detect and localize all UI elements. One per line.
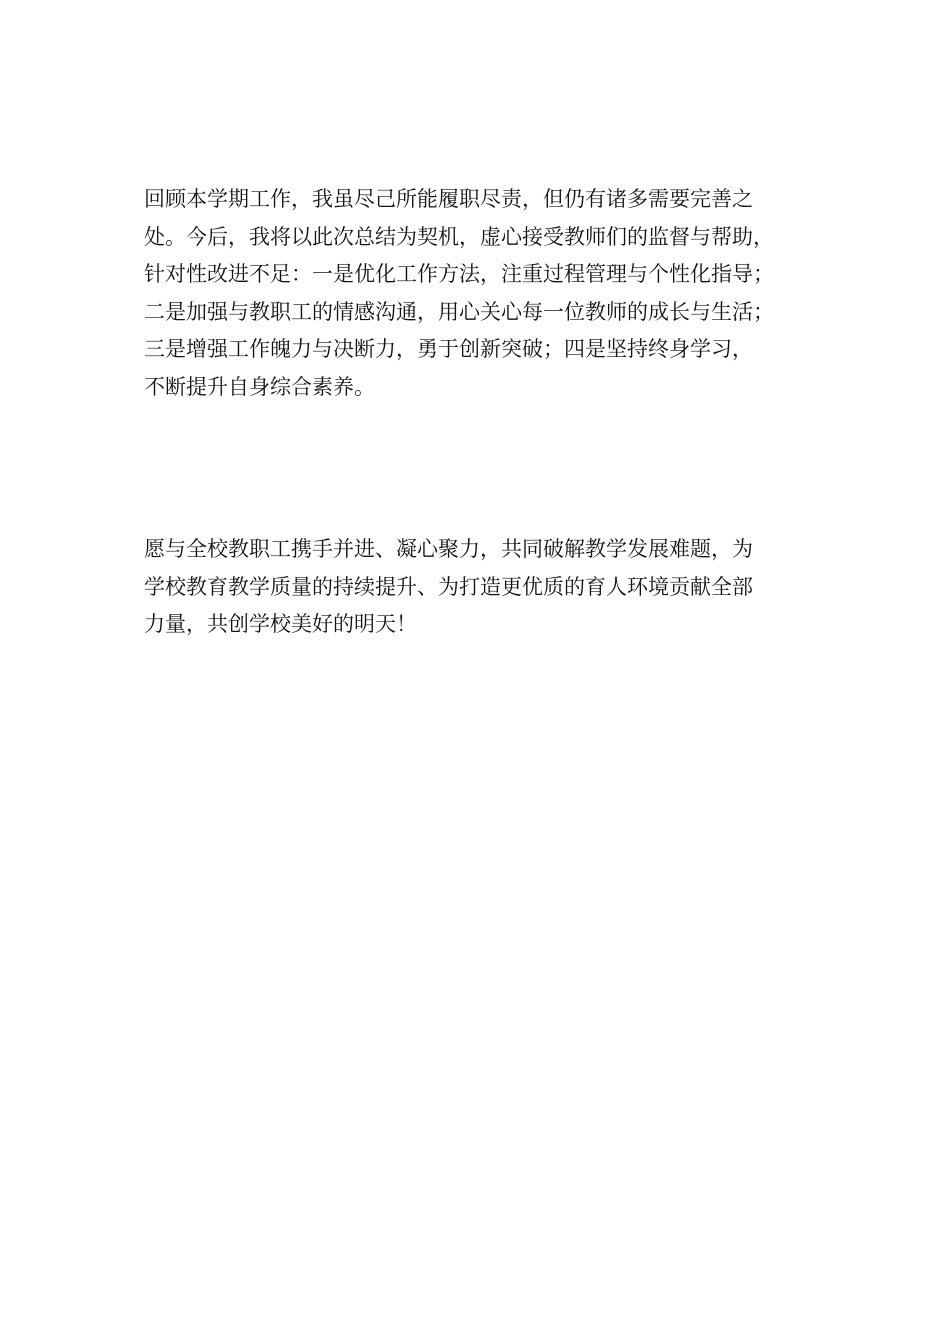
paragraph-review-summary bbox=[144, 181, 844, 406]
paragraph-closing-wish bbox=[144, 531, 844, 644]
text-line: 针对性改进不足：一是优化工作方法，注重过程管理与个性化指导； bbox=[144, 262, 774, 286]
text-line: 三是增强工作魄力与决断力，勇于创新突破；四是坚持终身学习， bbox=[144, 337, 753, 361]
text-line: 力量，共创学校美好的明天！ bbox=[144, 612, 417, 636]
text-line: 处。今后，我将以此次总结为契机，虚心接受教师们的监督与帮助， bbox=[144, 224, 774, 249]
text-line: 回顾本学期工作，我虽尽己所能履职尽责，但仍有诸多需要完善之 bbox=[144, 187, 753, 211]
text-line: 愿与全校教职工携手并进、凝心聚力，共同破解教学发展难题，为 bbox=[144, 537, 753, 561]
text-line: 不断提升自身综合素养。 bbox=[144, 374, 375, 399]
text-line: 学校教育教学质量的持续提升、为打造更优质的育人环境贡献全部 bbox=[144, 574, 753, 599]
text-line: 二是加强与教职工的情感沟通，用心关心每一位教师的成长与生活； bbox=[144, 299, 774, 324]
